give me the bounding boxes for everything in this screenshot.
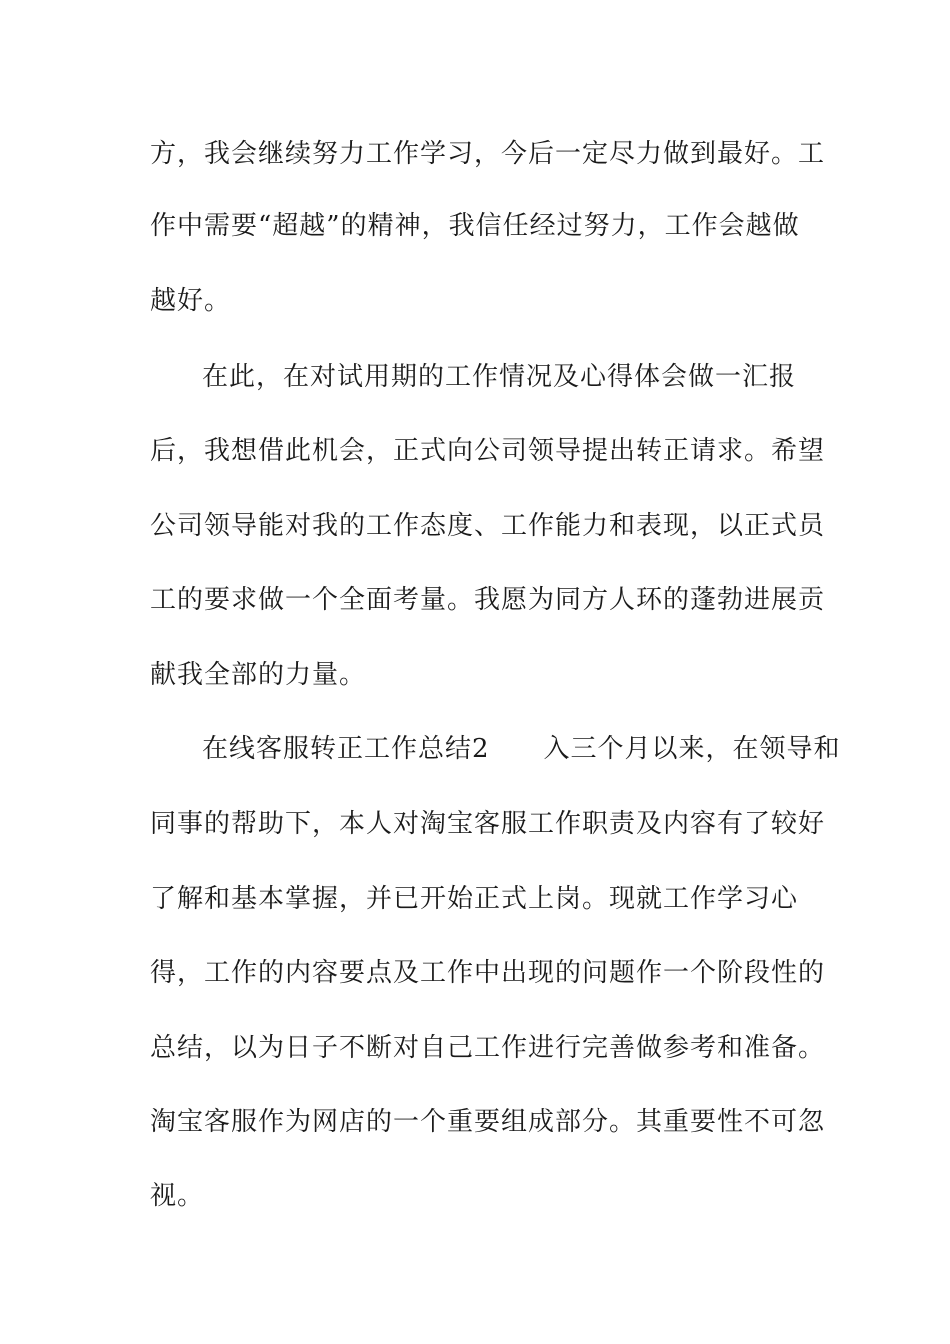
text-line: 作中需要“超越”的精神，我信任经过努力，工作会越做 xyxy=(150,211,800,241)
text-line: 工的要求做一个全面考量。我愿为同方人环的蓬勃进展贡 xyxy=(150,585,826,615)
text-line: 总结，以为日子不断对自己工作进行完善做参考和准备。 xyxy=(150,1033,826,1063)
text-line: 同事的帮助下，本人对淘宝客服工作职责及内容有了较好 xyxy=(150,809,826,839)
text-line: 献我全部的力量。 xyxy=(150,660,367,690)
text-line: 方，我会继续努力工作学习，今后一定尽力做到最好。工 xyxy=(150,139,826,169)
paragraph-first-line: 在线客服转正工作总结2 入三个月以来，在领导和 xyxy=(202,734,841,764)
text-line: 越好。 xyxy=(150,286,232,316)
paragraph-first-line: 在此，在对试用期的工作情况及心得体会做一汇报 xyxy=(202,362,797,392)
text-line: 得，工作的内容要点及工作中出现的问题作一个阶段性的 xyxy=(150,958,826,988)
text-line: 视。 xyxy=(150,1181,205,1211)
text-line: 淘宝客服作为网店的一个重要组成部分。其重要性不可忽 xyxy=(150,1107,826,1137)
text-line: 了解和基本掌握，并已开始正式上岗。现就工作学习心 xyxy=(150,884,799,914)
text-line: 公司领导能对我的工作态度、工作能力和表现，以正式员 xyxy=(150,511,826,541)
text-line: 后，我想借此机会，正式向公司领导提出转正请求。希望 xyxy=(150,436,826,466)
